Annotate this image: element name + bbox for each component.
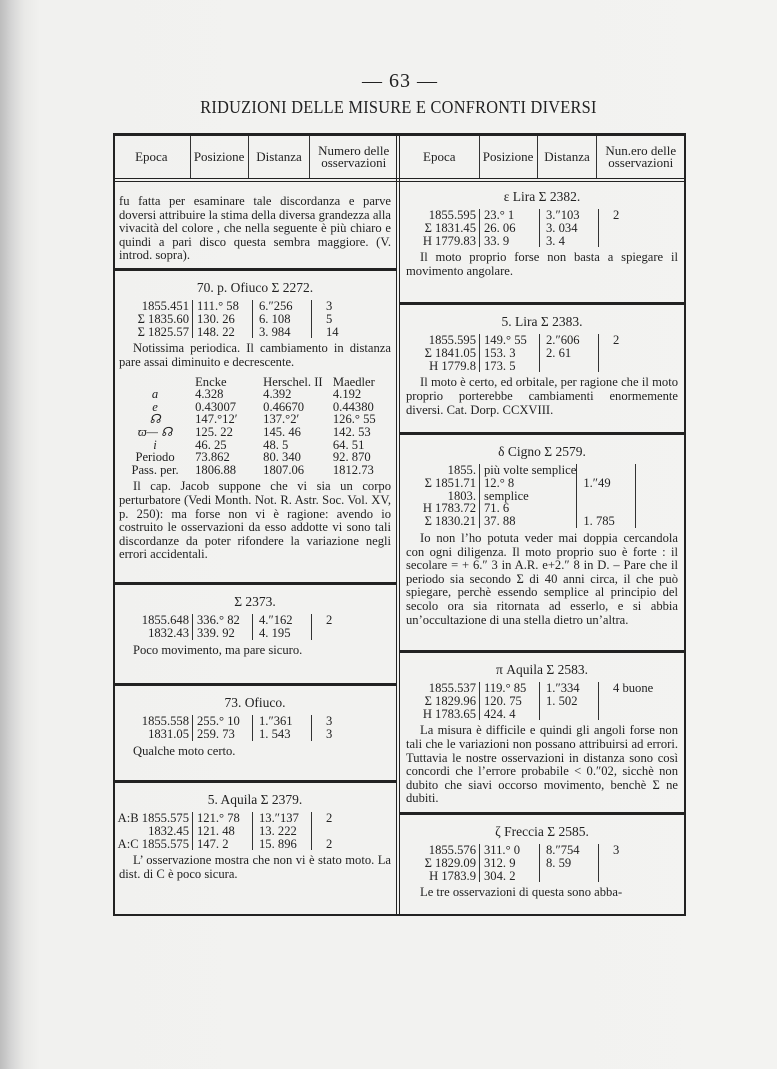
orbit-row bbox=[119, 388, 397, 401]
entry-section bbox=[113, 582, 397, 657]
observation-row bbox=[113, 300, 339, 313]
epoch-cell: A:C 1855.575 bbox=[117, 836, 189, 851]
orbit-label: ϖ— ☊ bbox=[137, 424, 173, 439]
orbit-value: 1807.06 bbox=[263, 462, 305, 477]
star-title: 5. Lira Σ 2383. bbox=[501, 314, 583, 329]
note-paragraph: Qualche moto certo. bbox=[133, 743, 236, 758]
position-cell: 259. 73 bbox=[193, 728, 253, 741]
orbit-column-header: Maedler bbox=[332, 374, 375, 389]
position-cell: 255.° 10 bbox=[193, 715, 253, 728]
star-title: δ Cigno Σ 2579. bbox=[498, 444, 586, 459]
epoch-cell: Σ 1830.21 bbox=[424, 514, 476, 529]
note-paragraph: Le tre osservazioni di questa sono abba- bbox=[420, 885, 623, 900]
count-cell: 3 bbox=[312, 728, 333, 741]
orbit-value: 46. 25 bbox=[195, 437, 227, 452]
entry-section bbox=[400, 432, 684, 627]
distance-cell: 4.″162 bbox=[253, 614, 312, 627]
count-cell bbox=[636, 502, 651, 515]
observation-row bbox=[400, 857, 619, 870]
epoch-cell: 1803. bbox=[447, 488, 476, 503]
observation-row bbox=[113, 825, 332, 838]
header-numero: Numero delle osservazioni bbox=[318, 143, 390, 170]
count-cell: 5 bbox=[312, 313, 339, 326]
observation-row bbox=[400, 682, 653, 695]
count-cell bbox=[599, 695, 654, 708]
position-cell: 33. 9 bbox=[480, 235, 540, 248]
entry-section bbox=[113, 780, 397, 882]
observation-table bbox=[400, 682, 653, 720]
count-cell: 2 bbox=[312, 812, 333, 825]
observation-row bbox=[113, 838, 332, 851]
orbit-value: 126.° 55 bbox=[332, 412, 376, 427]
distance-cell: 1. 502 bbox=[540, 695, 599, 708]
orbit-elements-table bbox=[119, 376, 397, 477]
entry-section bbox=[400, 650, 684, 806]
count-cell bbox=[599, 870, 620, 883]
header-posizione: Posizione bbox=[191, 136, 249, 178]
epoch-cell: Σ 1841.05 bbox=[424, 345, 476, 360]
position-cell: 153. 3 bbox=[480, 347, 540, 360]
star-title: 5. Aquila Σ 2379. bbox=[207, 792, 303, 807]
position-cell: 148. 22 bbox=[193, 326, 253, 339]
epoch-cell: Σ 1829.09 bbox=[424, 855, 476, 870]
position-cell: 12.° 8 bbox=[480, 477, 577, 490]
count-cell: 14 bbox=[312, 326, 339, 339]
observation-row bbox=[113, 313, 339, 326]
orbit-value: 0.43007 bbox=[195, 399, 237, 414]
distance-cell: 4. 195 bbox=[253, 627, 312, 640]
count-cell: 3 bbox=[312, 715, 333, 728]
observation-row bbox=[400, 870, 619, 883]
observation-table bbox=[113, 715, 332, 741]
epoch-cell: Σ 1829.96 bbox=[424, 693, 476, 708]
observation-row bbox=[113, 728, 332, 741]
orbit-value: 1806.88 bbox=[195, 462, 237, 477]
distance-cell: 3. 034 bbox=[540, 222, 599, 235]
note-paragraph: Io non l’ho potuta veder mai doppia cercandola con ogni diligenza. Il moto proprio suo è forte : il secolare = + 6.″ 3 in A.R. e+2.″ 8 in D. – Pare che il periodo sia secondo Σ di 40 anni circa, il che può spiegare, perchè essendo semplice al principio del secolo ora sia ritornata ad esserlo, e si abbia un’occultazione di una stella dietro un’altra. bbox=[406, 530, 678, 627]
count-cell: 2 bbox=[312, 614, 333, 627]
position-cell: 26. 06 bbox=[480, 222, 540, 235]
position-cell: 111.° 58 bbox=[193, 300, 253, 313]
header-epoca: Epoca bbox=[113, 136, 191, 178]
distance-cell: 2.″606 bbox=[540, 334, 599, 347]
observation-table bbox=[400, 464, 650, 528]
distance-cell bbox=[577, 490, 636, 503]
distance-cell: 8.″754 bbox=[540, 844, 599, 857]
observation-row bbox=[400, 360, 619, 373]
observation-row bbox=[400, 708, 653, 721]
position-cell: semplice bbox=[480, 490, 577, 503]
position-cell: 130. 26 bbox=[193, 313, 253, 326]
count-cell bbox=[599, 347, 620, 360]
observation-row bbox=[113, 326, 339, 339]
epoch-cell: 1832.45 bbox=[148, 823, 189, 838]
orbit-value: 4.392 bbox=[263, 387, 292, 402]
orbit-value: 92. 870 bbox=[332, 450, 371, 465]
count-cell bbox=[599, 222, 620, 235]
distance-cell: 2. 61 bbox=[540, 347, 599, 360]
epoch-cell: 1855.576 bbox=[428, 843, 476, 857]
star-title: ζ Freccia Σ 2585. bbox=[495, 824, 589, 839]
entry-section bbox=[113, 268, 397, 562]
distance-cell: 3. 984 bbox=[253, 326, 312, 339]
position-cell: 147. 2 bbox=[193, 838, 253, 851]
distance-cell: 1.″334 bbox=[540, 682, 599, 695]
observation-row bbox=[400, 695, 653, 708]
epoch-cell: H 1779.8 bbox=[429, 358, 476, 373]
distance-cell: 3. 4 bbox=[540, 235, 599, 248]
count-cell: 2 bbox=[312, 838, 333, 851]
orbit-column-header: Herschel. II bbox=[263, 374, 323, 389]
orbit-label: Pass. per. bbox=[131, 462, 179, 477]
orbit-value: 80. 340 bbox=[263, 450, 301, 465]
epoch-cell: 1855.537 bbox=[428, 681, 476, 695]
position-cell: 173. 5 bbox=[480, 360, 540, 373]
count-cell bbox=[599, 235, 620, 248]
count-cell bbox=[599, 857, 620, 870]
position-cell: 336.° 82 bbox=[193, 614, 253, 627]
position-cell: 120. 75 bbox=[480, 695, 540, 708]
note-paragraph: L’ osservazione mostra che non vi è stato moto. La dist. di C è poco sicura. bbox=[119, 853, 391, 881]
position-cell: più volte semplice bbox=[480, 464, 577, 477]
orbit-value: 142. 53 bbox=[332, 424, 371, 439]
count-cell: 4 buone bbox=[599, 682, 654, 695]
orbit-value: 48. 5 bbox=[263, 437, 289, 452]
note-paragraph: Il moto proprio forse non basta a spiegare il movimento angolare. bbox=[406, 250, 678, 278]
epoch-cell: 1855. bbox=[447, 463, 476, 477]
star-title: 70. p. Ofiuco Σ 2272. bbox=[196, 280, 314, 295]
distance-cell: 1. 543 bbox=[253, 728, 312, 741]
epoch-cell: 1855.558 bbox=[141, 714, 189, 728]
position-cell: 304. 2 bbox=[480, 870, 540, 883]
header-left bbox=[113, 136, 397, 178]
distance-cell: 13. 222 bbox=[253, 825, 312, 838]
count-cell bbox=[599, 708, 654, 721]
note-paragraph: Notissima periodica. Il cambiamento in distanza pare assai diminuito e decrescente. bbox=[119, 341, 391, 369]
entry-section bbox=[400, 812, 684, 900]
position-cell: 119.° 85 bbox=[480, 682, 540, 695]
header-distanza: Distanza bbox=[538, 136, 598, 178]
position-cell: 71. 6 bbox=[480, 502, 577, 515]
distance-cell bbox=[540, 708, 599, 721]
distance-cell bbox=[540, 360, 599, 373]
epoch-cell: H 1783.9 bbox=[429, 868, 476, 883]
distance-cell: 1.″49 bbox=[577, 477, 636, 490]
epoch-cell: A:B 1855.575 bbox=[117, 811, 189, 825]
observation-table bbox=[113, 614, 332, 640]
epoch-cell: H 1783.72 bbox=[422, 501, 476, 516]
orbit-label: i bbox=[153, 437, 157, 452]
distance-cell: 15. 896 bbox=[253, 838, 312, 851]
count-cell: 3 bbox=[312, 300, 339, 313]
position-cell: 311.° 0 bbox=[480, 844, 540, 857]
count-cell: 3 bbox=[599, 844, 620, 857]
header-epoca: Epoca bbox=[400, 136, 480, 178]
orbit-label: a bbox=[151, 387, 159, 402]
orbit-label: e bbox=[152, 399, 158, 414]
observation-row bbox=[400, 477, 650, 490]
epoch-cell: 1855.595 bbox=[428, 333, 476, 347]
observation-table bbox=[400, 844, 619, 882]
observation-row bbox=[400, 209, 619, 222]
note-paragraph: Poco movimento, ma pare sicuro. bbox=[133, 642, 303, 657]
orbit-value: 73.862 bbox=[195, 450, 230, 465]
orbit-value: 4.192 bbox=[332, 387, 362, 402]
observation-table bbox=[113, 300, 339, 338]
epoch-cell: 1831.05 bbox=[148, 726, 189, 741]
position-cell: 424. 4 bbox=[480, 708, 540, 721]
position-cell: 23.° 1 bbox=[480, 209, 540, 222]
observation-row bbox=[400, 844, 619, 857]
observation-row bbox=[113, 614, 332, 627]
epoch-cell: Σ 1831.45 bbox=[424, 220, 476, 235]
distance-cell bbox=[540, 870, 599, 883]
orbit-row bbox=[119, 451, 397, 464]
observation-row bbox=[400, 334, 619, 347]
observation-table bbox=[400, 209, 619, 247]
orbit-row bbox=[119, 426, 397, 439]
header-right bbox=[400, 136, 684, 178]
epoch-cell: 1855.595 bbox=[428, 208, 476, 222]
orbit-column-header: Encke bbox=[195, 374, 227, 389]
count-cell: 2 bbox=[599, 334, 620, 347]
orbit-value: 0.44380 bbox=[332, 399, 374, 414]
epoch-cell: Σ 1851.71 bbox=[424, 475, 476, 490]
observation-row bbox=[400, 222, 619, 235]
distance-cell: 1.″361 bbox=[253, 715, 312, 728]
orbit-value: 137.°2′ bbox=[263, 412, 300, 427]
star-title: π Aquila Σ 2583. bbox=[496, 662, 588, 677]
note-paragraph: Il cap. Jacob suppone che vi sia un corpo perturbatore (Vedi Month. Not. R. Astr. Soc. Vol. XV, p. 250): ma forse non vi è ragione: avendo io costruito le osservazioni da esso addotte vi sono tali discordanze da poter rifondere la variazione negli errori accidentali. bbox=[119, 479, 391, 562]
distance-cell: 1. 785 bbox=[577, 515, 636, 528]
count-cell bbox=[636, 515, 651, 528]
header-numero: Nun.ero delle osservazioni bbox=[605, 143, 677, 170]
observation-row bbox=[113, 715, 332, 728]
epoch-cell: Σ 1825.57 bbox=[137, 324, 189, 339]
entry-section bbox=[400, 302, 684, 417]
orbit-value: 147.°12′ bbox=[195, 412, 238, 427]
position-cell: 121.° 78 bbox=[193, 812, 253, 825]
orbit-value: 0.46670 bbox=[263, 399, 305, 414]
epoch-cell: 1832.43 bbox=[148, 625, 189, 640]
observation-row bbox=[113, 627, 332, 640]
entry-section bbox=[113, 683, 397, 758]
position-cell: 149.° 55 bbox=[480, 334, 540, 347]
count-cell bbox=[312, 825, 333, 838]
epoch-cell: H 1779.83 bbox=[422, 233, 476, 248]
epoch-cell: 1855.451 bbox=[141, 299, 189, 313]
star-title: ε Lira Σ 2382. bbox=[503, 189, 581, 204]
observation-row bbox=[400, 464, 650, 477]
count-cell: 2 bbox=[599, 209, 620, 222]
position-cell: 312. 9 bbox=[480, 857, 540, 870]
epoch-cell: 1855.648 bbox=[141, 613, 189, 627]
epoch-cell: Σ 1835.60 bbox=[137, 311, 189, 326]
page-title: RIDUZIONI DELLE MISURE E CONFRONTI DIVERSI bbox=[200, 97, 597, 117]
count-cell bbox=[312, 627, 333, 640]
count-cell bbox=[636, 464, 651, 477]
distance-cell: 6.″256 bbox=[253, 300, 312, 313]
observation-table bbox=[113, 812, 332, 850]
orbit-value: 64. 51 bbox=[332, 437, 365, 452]
entry-section bbox=[113, 183, 397, 263]
header-posizione: Posizione bbox=[480, 136, 538, 178]
count-cell bbox=[636, 477, 651, 490]
orbit-label: Periodo bbox=[135, 450, 175, 465]
note-paragraph: Il moto è certo, ed orbitale, per ragione che il moto proprio porterebbe cambiamenti enormemente diversi. Cat. Dorp. CCXVIII. bbox=[406, 375, 678, 417]
note-paragraph: La misura è difficile e quindi gli angoli forse non tali che le variazioni non possano attribuirsi ad errori. Tuttavia le nostre osservazioni in distanza sono così concordi che l’errore probabile < 0.″02, sicchè non dubito che siavi occorso movimento, benchè Σ ne dubiti. bbox=[406, 723, 678, 806]
epoch-cell: H 1783.65 bbox=[422, 706, 476, 721]
orbit-value: 1812.73 bbox=[332, 462, 374, 477]
distance-cell: 8. 59 bbox=[540, 857, 599, 870]
position-cell: 37. 88 bbox=[480, 515, 577, 528]
count-cell bbox=[636, 490, 651, 503]
orbit-value: 4.328 bbox=[195, 387, 224, 402]
distance-cell bbox=[577, 464, 636, 477]
note-paragraph: fu fatta per esaminare tale discordanza e parve doversi attribuire la stima della diversa grandezza alla vivacità del colore , che nella seguente è più chiaro e quindi a pari disco questa sembra maggiore. (V. introd. sopra). bbox=[119, 194, 391, 263]
observation-row bbox=[400, 347, 619, 360]
distance-cell: 3.″103 bbox=[540, 209, 599, 222]
observation-row bbox=[113, 812, 332, 825]
orbit-value: 125. 22 bbox=[195, 424, 233, 439]
entry-section bbox=[400, 180, 684, 279]
observation-row bbox=[400, 235, 619, 248]
distance-cell: 13.″137 bbox=[253, 812, 312, 825]
orbit-row bbox=[119, 464, 397, 477]
observation-row bbox=[400, 515, 650, 528]
position-cell: 121. 48 bbox=[193, 825, 253, 838]
count-cell bbox=[599, 360, 620, 373]
orbit-label: ☊ bbox=[149, 412, 161, 427]
header-distanza: Distanza bbox=[249, 136, 311, 178]
orbit-value: 145. 46 bbox=[263, 424, 301, 439]
distance-cell: 6. 108 bbox=[253, 313, 312, 326]
page-number: — 63 — bbox=[362, 70, 438, 92]
star-title: 73. Ofiuco. bbox=[224, 695, 286, 710]
observation-table bbox=[400, 334, 619, 372]
star-title: Σ 2373. bbox=[234, 594, 276, 609]
position-cell: 339. 92 bbox=[193, 627, 253, 640]
